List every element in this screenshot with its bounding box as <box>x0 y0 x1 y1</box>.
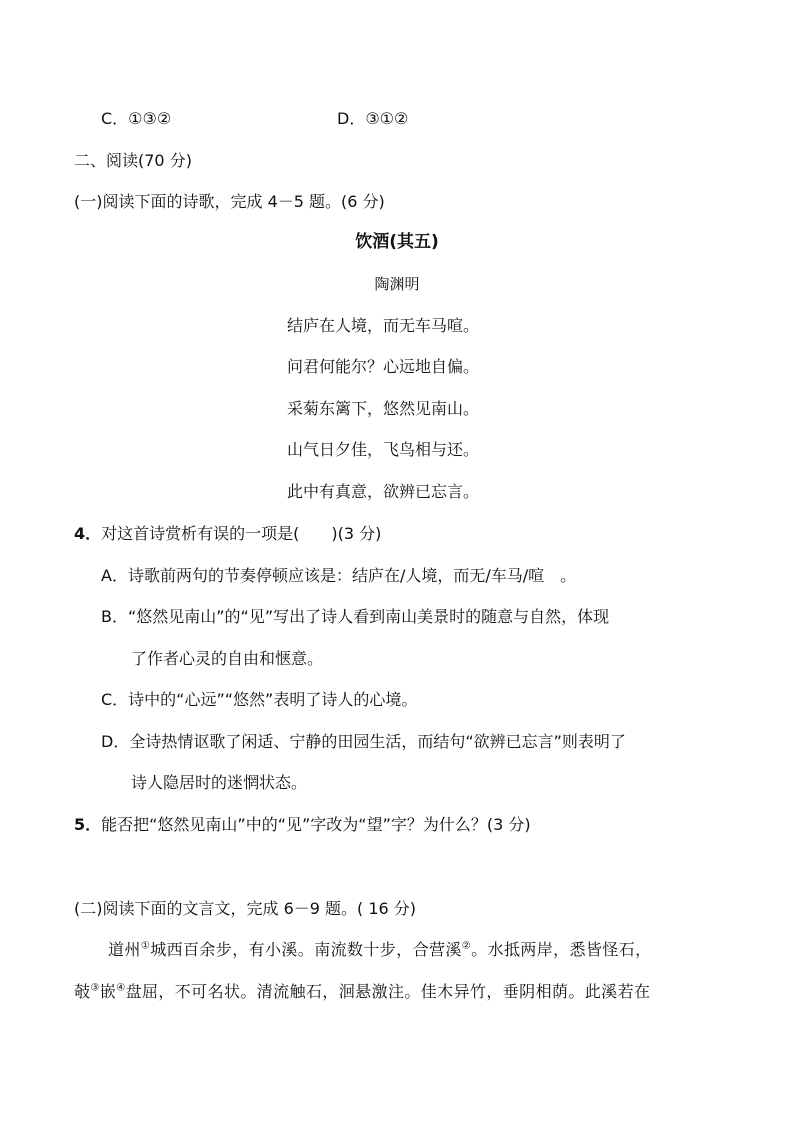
poem-author: 陶渊明 <box>374 275 420 293</box>
poem-line-2: 问君何能尔？心远地自偏。 <box>287 357 480 376</box>
poem-line-4: 山气日夕佳，飞鸟相与还。 <box>287 440 480 459</box>
classical-text-line-1 <box>108 939 652 961</box>
question-stem: 能否把“悠然见南山”中的“见”字改为“望”字？为什么？(3 分) <box>101 815 531 834</box>
q4-option-d-line1: D．全诗热情讴歌了闲适、宁静的田园生活，而结句“欲辨已忘言”则表明了 <box>101 732 626 751</box>
q4-option-a: A．诗歌前两句的节奏停顿应该是：结庐在/人境，而无/车马/喧 。 <box>101 566 577 585</box>
q4-option-b-line2: 了作者心灵的自由和惬意。 <box>131 649 324 668</box>
footnote-marker: ③ <box>90 982 100 994</box>
poem-line-3: 采菊东篱下，悠然见南山。 <box>287 399 480 418</box>
text-segment: 。水抵两岸，悉皆怪石， <box>471 940 652 959</box>
text-segment: 嵌 <box>99 982 117 1001</box>
footnote-marker: ① <box>140 940 151 952</box>
footnote-marker: ② <box>461 940 472 952</box>
part2-instruction: (二)阅读下面的文言文，完成 6－9 题。( 16 分) <box>74 899 417 918</box>
question-number: 5． <box>74 815 102 834</box>
text-segment: 盘屈，不可名状。清流触石，洄悬激注。佳木异竹，垂阴相荫。此溪若在 <box>125 982 651 1001</box>
question-5 <box>74 814 531 836</box>
poem-line-1: 结庐在人境，而无车马喧。 <box>287 316 480 335</box>
q4-option-c: C．诗中的“心远”“悠然”表明了诗人的心境。 <box>101 690 418 709</box>
footnote-marker: ④ <box>116 982 126 994</box>
option-c: C．①③② <box>101 109 172 128</box>
classical-text-line-2 <box>74 981 650 1003</box>
question-number: 4． <box>74 524 102 543</box>
q4-option-b-line1: B．“悠然见南山”的“见”写出了诗人看到南山美景时的随意与自然，体现 <box>101 607 610 626</box>
text-segment: 道州 <box>108 940 141 959</box>
section-title: 二、阅读(70 分) <box>74 151 192 170</box>
part1-instruction: (一)阅读下面的诗歌，完成 4－5 题。(6 分) <box>74 192 385 211</box>
q4-option-d-line2: 诗人隐居时的迷惘状态。 <box>131 773 308 792</box>
text-segment: 攲 <box>74 982 91 1001</box>
option-d: D．③①② <box>337 109 409 128</box>
poem-title: 饮酒(其五) <box>355 232 439 252</box>
text-segment: 城西百余步，有小溪。南流数十步，合营溪 <box>150 940 462 959</box>
poem-line-5: 此中有真意，欲辨已忘言。 <box>287 482 480 501</box>
question-4 <box>74 523 381 545</box>
question-stem: 对这首诗赏析有误的一项是( )(3 分) <box>101 524 382 543</box>
